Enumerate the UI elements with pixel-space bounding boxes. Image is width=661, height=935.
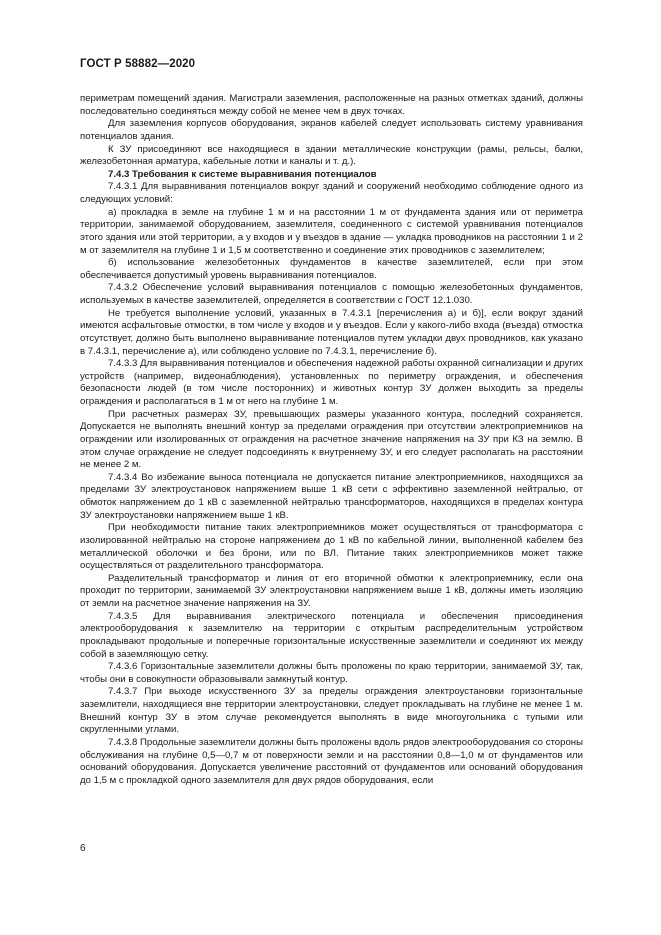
paragraph: К ЗУ присоединяют все находящиеся в здании металлические конструкции (рамы, рельсы, балки, железобетонная арматура, кабельные лотки и каналы и т. д.).: [80, 143, 583, 168]
page-number: 6: [80, 843, 86, 854]
paragraph: 7.4.3.8 Продольные заземлители должны быть проложены вдоль рядов электрооборудования со стороны обслуживания на глубине 0,5—0,7 м от поверхности земли и на расстоянии 0,8—1,0 м от фундаментов или оснований оборудования. Допускается увеличение расстояний от фундаментов или оснований оборудования до 1,5 м с прокладкой одного заземлителя для двух рядов оборудования, если: [80, 736, 583, 786]
paragraph: 7.4.3.5 Для выравнивания электрического потенциала и обеспечения присоединения электрооборудования к заземлителю на территории с открытым распределительным устройством прокладывают продольные и поперечные горизонтальные искусственные заземлители и соединяют их между собой в заземляющую сетку.: [80, 610, 583, 660]
document-header: ГОСТ Р 58882—2020: [80, 58, 196, 70]
paragraph: 7.4.3.6 Горизонтальные заземлители должны быть проложены по краю территории, занимаемой ЗУ, так, чтобы они в совокупности образовывали замкнутый контур.: [80, 661, 583, 685]
paragraph: При расчетных размерах ЗУ, превышающих размеры указанного контура, последний сохраняется. Допускается не выполнять внешний контур за пределами ограждения при отсутствии электроприемников на ограждении или изолированных от ограждения на расчетное значение напряжения на ЗУ при КЗ на землю. В этом случае ограждение не следует подсоединять к внутреннему ЗУ, и его следует располагать на расстоянии не менее 2 м.: [80, 408, 583, 471]
paragraph: 7.4.3.3 Для выравнивания потенциалов и обеспечения надежной работы охранной сигнализации и других устройств (например, видеонаблюдения), установленных по периметру ограждения, и обеспечения безопасности людей (в том числе посторонних) и животных контур ЗУ должен выходить за пределы ограждения и располагаться в 1 м от него на глубине 1 м.: [80, 358, 583, 407]
section-heading: 7.4.3 Требования к системе выравнивания потенциалов: [108, 168, 377, 180]
paragraph: 7.4.3.1 Для выравнивания потенциалов вокруг зданий и сооружений необходимо соблюдение одного из следующих условий:: [80, 181, 583, 205]
paragraph: а) прокладка в земле на глубине 1 м и на расстоянии 1 м от фундамента здания или от периметра территории, занимаемой оборудованием, заземлителя, соединенного с системой уравнивания потенциалов этого здания или этой территории, а у входов и у въездов в здание — укладка проводников на расстоянии 1 и 2 м от заземлителя на глубине 1 и 1,5 м соответственно и соединение этих проводников с заземлителем;: [80, 206, 583, 256]
paragraph: периметрам помещений здания. Магистрали заземления, расположенные на разных отметках зданий, должны последовательно соединяться между собой не менее чем в двух точках.: [80, 93, 583, 117]
document-body: [80, 93, 583, 787]
paragraph: При необходимости питание таких электроприемников может осуществляться от трансформатора с изолированной нейтралью на стороне напряжением до 1 кВ по кабельной линии, выполненной кабелем без металлической оболочки и без брони, или по ВЛ. Питание таких электроприемников может также осуществляться от разделительного трансформатора.: [80, 522, 583, 572]
paragraph: 7.4.3.2 Обеспечение условий выравнивания потенциалов с помощью железобетонных фундаментов, используемых в качестве заземлителей, определяется в соответствии с ГОСТ 12.1.030.: [80, 282, 583, 306]
paragraph: Не требуется выполнение условий, указанных в 7.4.3.1 [перечисления а) и б)], если вокруг зданий имеются асфальтовые отмостки, в том числе у входов и у въездов. Если у какого-либо входа (въезда) отмостка отсутствует, должно быть выполнено выравнивание потенциалов путем укладки двух проводников, как указано в 7.4.3.1, перечисление а), или соблюдено условие по 7.4.3.1, перечисление б).: [80, 307, 583, 357]
paragraph: 7.4.3.4 Во избежание выноса потенциала не допускается питание электроприемников, находящихся за пределами ЗУ электроустановок напряжением выше 1 кВ сети с эффективно заземленной нейтралью, от обмоток напряжением до 1 кВ с заземленной нейтралью трансформаторов, находящихся в пределах контура ЗУ электроустановки напряжением выше 1 кВ.: [80, 471, 583, 521]
paragraph: 7.4.3.7 При выходе искусственного ЗУ за пределы ограждения электроустановки горизонтальные заземлители, находящиеся вне территории электроустановки, следует прокладывать на глубине не менее 1 м. Внешний контур ЗУ в этом случае рекомендуется выполнять в виде многоугольника с тупыми или скругленными углами.: [80, 686, 583, 736]
paragraph: Для заземления корпусов оборудования, экранов кабелей следует использовать систему уравнивания потенциалов здания.: [80, 118, 583, 142]
paragraph: б) использование железобетонных фундаментов в качестве заземлителей, если при этом обеспечивается допустимый уровень выравнивания потенциалов.: [80, 257, 583, 281]
paragraph: Разделительный трансформатор и линия от его вторичной обмотки к электроприемнику, если она проходит по территории, занимаемой ЗУ электроустановки напряжением выше 1 кВ, должны иметь изоляцию от земли на расчетное значение напряжения на ЗУ.: [80, 572, 583, 609]
